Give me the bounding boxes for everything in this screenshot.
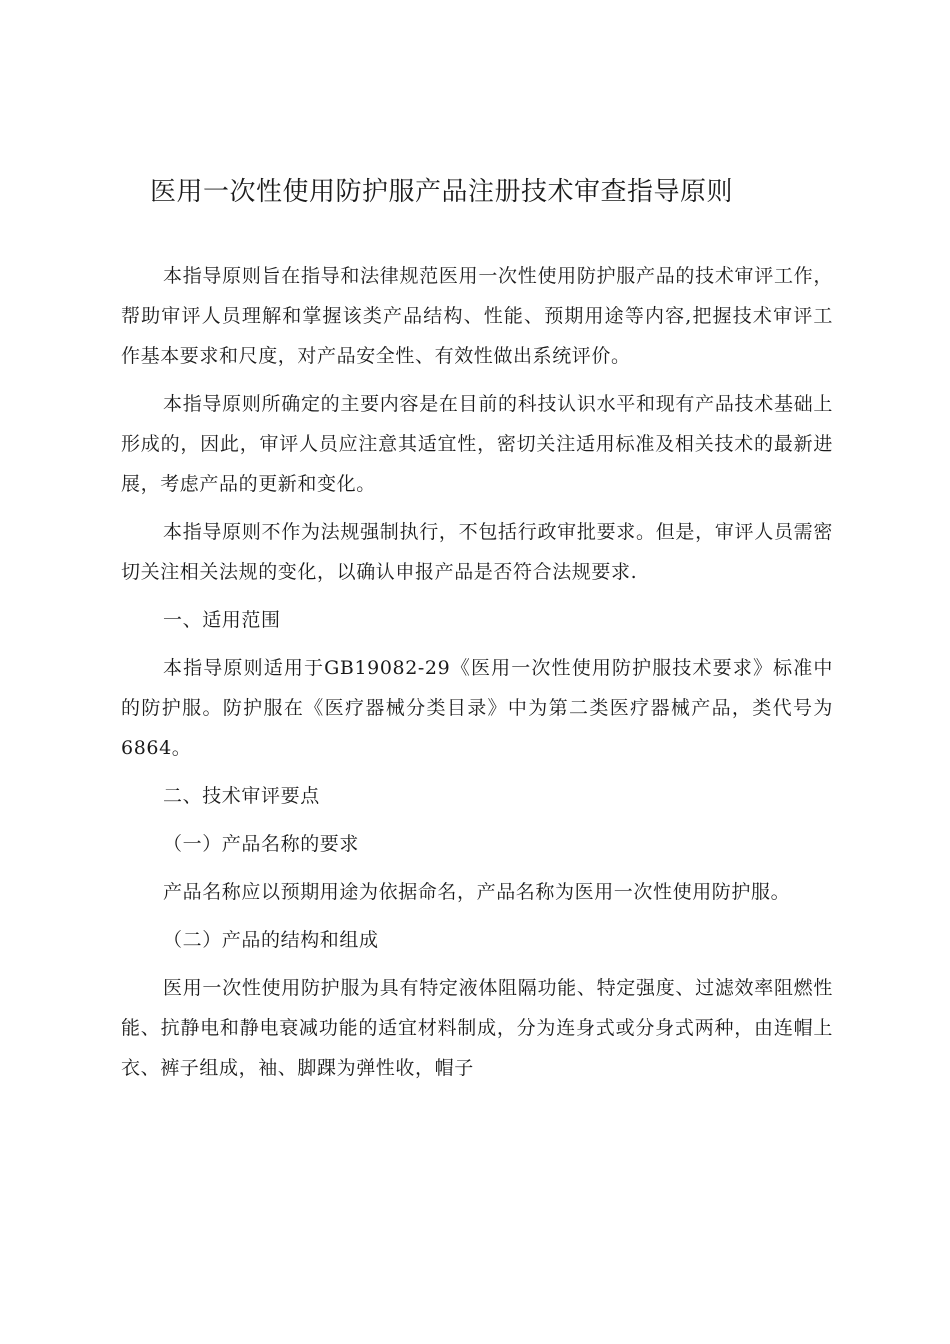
paragraph-purpose: 本指导原则旨在指导和法律规范医用一次性使用防护服产品的技术审评工作，帮助审评人员理解和掌握该类产品结构、性能、预期用途等内容,把握技术审评工作基本要求和尺度，对产品安全性、有效性做出系统评价。 <box>121 265 833 367</box>
paragraph-scope: 本指导原则适用于GB19082-29《医用一次性使用防护服技术要求》标准中的防护服。防护服在《医疗器械分类目录》中为第二类医疗器械产品，类代号为6864。 <box>121 657 833 759</box>
paragraph-product-name: 产品名称应以预期用途为依据命名，产品名称为医用一次性使用防护服。 <box>163 881 791 903</box>
document-body <box>121 256 833 1088</box>
paragraph-basis: 本指导原则所确定的主要内容是在目前的科技认识水平和现有产品技术基础上形成的，因此，审评人员应注意其适宜性，密切关注适用标准及相关技术的最新进展，考虑产品的更新和变化。 <box>121 393 833 495</box>
document-title: 医用一次性使用防护服产品注册技术审查指导原则 <box>150 177 734 207</box>
paragraph-structure: 医用一次性使用防护服为具有特定液体阻隔功能、特定强度、过滤效率阻燃性能、抗静电和静电衰减功能的适宜材料制成，分为连身式或分身式两种，由连帽上衣、裤子组成，袖、脚踝为弹性收，帽子 <box>121 977 833 1079</box>
section-heading-review-points: 二、技术审评要点 <box>163 785 320 807</box>
section-heading-scope: 一、适用范围 <box>163 609 281 631</box>
subsection-heading-structure: （二）产品的结构和组成 <box>163 929 379 951</box>
paragraph-regulation-note: 本指导原则不作为法规强制执行，不包括行政审批要求。但是，审评人员需密切关注相关法规的变化，以确认申报产品是否符合法规要求. <box>121 521 833 583</box>
subsection-heading-product-name: （一）产品名称的要求 <box>163 833 360 855</box>
